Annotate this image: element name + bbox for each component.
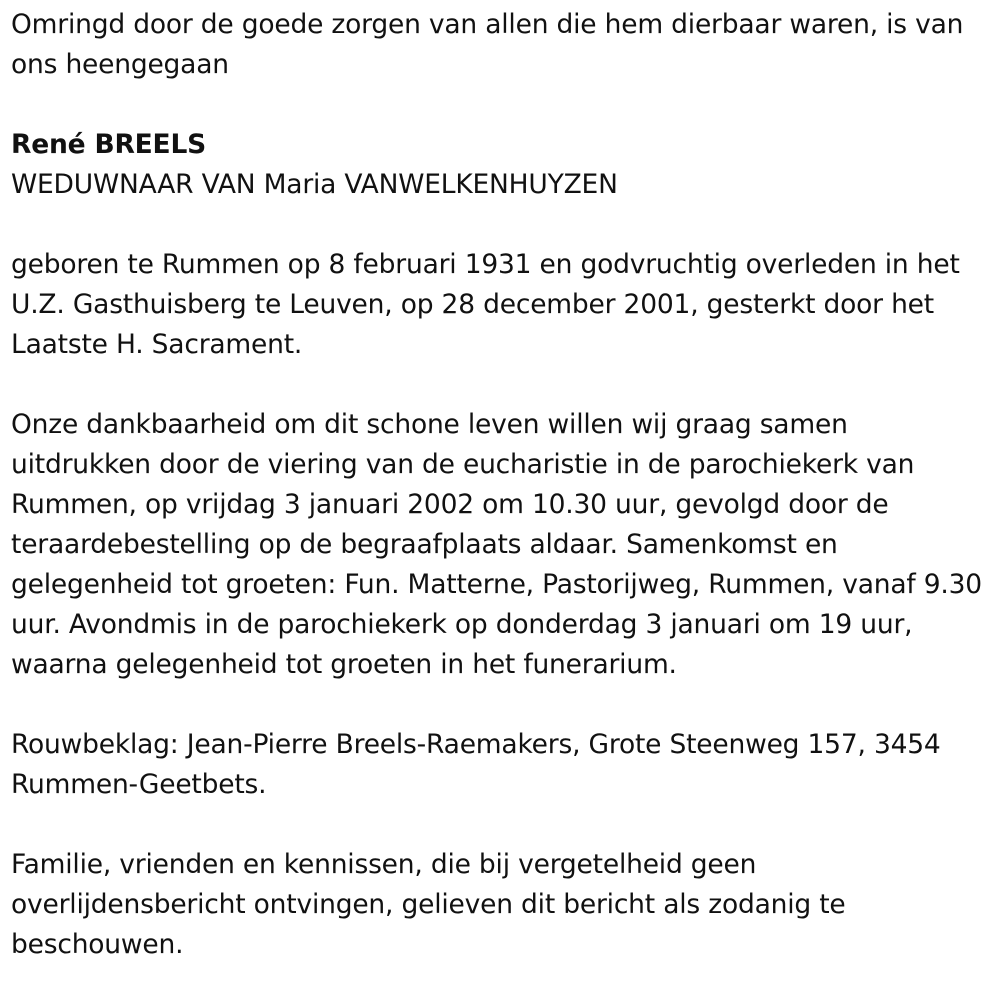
deceased-relation: WEDUWNAAR VAN Maria VANWELKENHUYZEN — [11, 169, 618, 200]
death-notice — [11, 5, 991, 965]
intro-text: Omringd door de goede zorgen van allen die hem dierbaar waren, is van ons heengegaan — [11, 9, 964, 80]
birth-death-text: geboren te Rummen op 8 februari 1931 en godvruchtig overleden in het U.Z. Gasthuisberg te Leuven, op 28 december 2001, gesterkt door het Laatste H. Sacrament. — [11, 249, 960, 360]
service-text: Onze dankbaarheid om dit schone leven willen wij graag samen uitdrukken door de viering van de eucharistie in de parochiekerk van Rummen, op vrijdag 3 januari 2002 om 10.30 uur, gevolgd door de teraardebestelling op de begraafplaats aldaar. Samenkomst en gelegenheid tot groeten: Fun. Matterne, Pastorijweg, Rummen, vanaf 9.30 uur. Avondmis in de parochiekerk op donderdag 3 januari om 19 uur, waarna gelegenheid tot groeten in het funerarium. — [11, 409, 982, 680]
deceased-name: René BREELS — [11, 129, 207, 160]
closing-text: Familie, vrienden en kennissen, die bij vergetelheid geen overlijdensbericht ontvingen, gelieven dit bericht als zodanig te beschouwen. — [11, 849, 846, 960]
condolences-text: Rouwbeklag: Jean-Pierre Breels-Raemakers, Grote Steenweg 157, 3454 Rummen-Geetbets. — [11, 729, 941, 800]
